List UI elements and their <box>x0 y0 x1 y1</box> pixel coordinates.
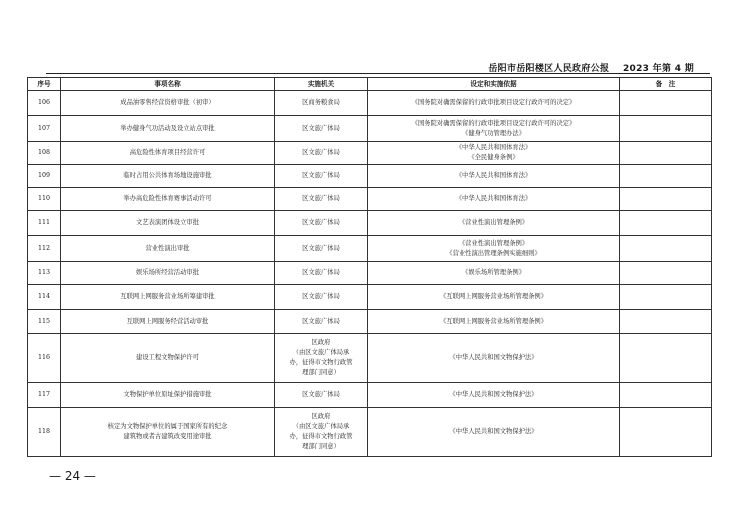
cell-agency-line: 区商务粮食局 <box>302 99 340 106</box>
cell-basis-line: 《全民健身条例》 <box>468 154 519 161</box>
table-row <box>28 334 712 383</box>
table-row <box>28 310 712 334</box>
cell-number: 108 <box>28 142 61 165</box>
cell-item-name <box>61 188 275 211</box>
cell-agency <box>275 408 368 457</box>
cell-basis <box>368 188 620 211</box>
cell-basis-line: 《互联网上网服务营业场所管理条例》 <box>439 317 548 325</box>
table-row <box>28 165 712 188</box>
cell-item-name <box>61 334 275 383</box>
cell-item-name-line: 娱乐场所经营活动审批 <box>136 269 199 276</box>
cell-agency <box>275 188 368 211</box>
cell-basis <box>368 334 620 383</box>
cell-agency-line: 办，征得市文物行政管 <box>289 433 353 440</box>
col-header-note: 备 注 <box>620 78 712 91</box>
cell-item-name <box>61 408 275 457</box>
cell-item-name-line: 核定为文物保护单位的属于国家所有的纪念 <box>107 423 228 430</box>
approval-items-table <box>27 77 712 457</box>
cell-agency <box>275 262 368 285</box>
cell-number: 109 <box>28 165 61 188</box>
cell-agency-line: 区文旅广体局 <box>302 195 340 202</box>
cell-number: 106 <box>28 91 61 116</box>
cell-basis-line: 《互联网上网服务营业场所管理条例》 <box>439 293 548 300</box>
cell-basis <box>368 236 620 262</box>
cell-basis-line: 《中华人民共和国文物保护法》 <box>449 428 538 435</box>
header-rule <box>46 73 710 74</box>
cell-basis-line: 《营业性演出管理条例实施细则》 <box>446 249 541 257</box>
cell-basis-line: 《国务院对确需保留的行政审批项目设定行政许可的决定》 <box>411 119 576 127</box>
col-header-agency: 实施机关 <box>275 78 368 91</box>
cell-agency <box>275 236 368 262</box>
cell-number: 116 <box>28 334 61 383</box>
cell-agency <box>275 285 368 310</box>
cell-basis-line: 《娱乐场所管理条例》 <box>462 269 525 276</box>
cell-note <box>620 165 712 188</box>
cell-item-name <box>61 142 275 165</box>
cell-agency <box>275 310 368 334</box>
cell-agency-line: 区政府 <box>311 413 331 420</box>
cell-basis <box>368 383 620 408</box>
cell-basis <box>368 310 620 334</box>
cell-basis-line: 《中华人民共和国体育法》 <box>455 195 532 202</box>
page-number: — 24 — <box>49 469 96 483</box>
cell-basis <box>368 142 620 165</box>
table-header-row <box>28 78 712 91</box>
cell-note <box>620 310 712 334</box>
cell-item-name-line: 营业性演出审批 <box>145 244 190 252</box>
cell-agency-line: 区文旅广体局 <box>302 149 340 156</box>
cell-number: 111 <box>28 211 61 236</box>
cell-number: 114 <box>28 285 61 310</box>
cell-agency-line: 理部门同意） <box>302 369 340 376</box>
cell-note <box>620 334 712 383</box>
table-row <box>28 91 712 116</box>
cell-agency <box>275 116 368 142</box>
cell-number: 117 <box>28 383 61 408</box>
table-row <box>28 236 712 262</box>
cell-number: 113 <box>28 262 61 285</box>
cell-agency <box>275 334 368 383</box>
cell-basis-line: 《中华人民共和国体育法》 <box>455 172 532 179</box>
cell-note <box>620 91 712 116</box>
table-row <box>28 285 712 310</box>
cell-agency-line: 区政府 <box>311 339 331 346</box>
bulletin-header: 岳阳市岳阳楼区人民政府公报 2023 年第 4 期 <box>488 64 694 74</box>
table-row <box>28 116 712 142</box>
table-body <box>28 91 712 457</box>
cell-note <box>620 211 712 236</box>
cell-note <box>620 116 712 142</box>
cell-agency-line: 区文旅广体局 <box>302 124 340 132</box>
cell-item-name <box>61 165 275 188</box>
cell-number: 112 <box>28 236 61 262</box>
cell-basis-line: 《营业性演出管理条例》 <box>458 219 529 226</box>
cell-item-name <box>61 211 275 236</box>
cell-agency-line: 区文旅广体局 <box>302 317 340 325</box>
cell-agency-line: 区文旅广体局 <box>302 219 340 226</box>
cell-agency-line: 理部门同意） <box>302 443 340 450</box>
cell-item-name-line: 举办高危险性体育赛事活动许可 <box>123 195 212 202</box>
cell-basis-line: 《中华人民共和国文物保护法》 <box>449 391 538 398</box>
cell-basis <box>368 91 620 116</box>
cell-basis <box>368 285 620 310</box>
cell-note <box>620 188 712 211</box>
table-row <box>28 408 712 457</box>
cell-agency <box>275 91 368 116</box>
cell-agency-line: 办，征得市文物行政管 <box>289 359 353 366</box>
cell-note <box>620 142 712 165</box>
cell-item-name-line: 高危险性体育项目经营许可 <box>129 149 206 156</box>
cell-note <box>620 383 712 408</box>
col-header-number: 序号 <box>28 78 61 91</box>
cell-basis-line: 《健身气功管理办法》 <box>462 129 525 137</box>
table-row <box>28 211 712 236</box>
cell-number: 110 <box>28 188 61 211</box>
cell-item-name-line: 建设工程文物保护许可 <box>136 354 199 361</box>
cell-item-name <box>61 91 275 116</box>
cell-item-name-line: 文物保护单位原址保护措施审批 <box>123 391 212 398</box>
cell-agency-line: 区文旅广体局 <box>302 269 340 276</box>
cell-item-name <box>61 310 275 334</box>
cell-agency-line: 区文旅广体局 <box>302 172 340 179</box>
cell-item-name-line: 建筑物或者古建筑改变用途审批 <box>123 433 212 440</box>
cell-number: 118 <box>28 408 61 457</box>
cell-note <box>620 262 712 285</box>
cell-item-name <box>61 262 275 285</box>
cell-agency-line: （由区文旅广体局承 <box>292 349 350 356</box>
cell-basis <box>368 116 620 142</box>
cell-item-name <box>61 285 275 310</box>
cell-item-name-line: 互联网上网服务经营活动审批 <box>126 317 209 325</box>
cell-item-name-line: 临时占用公共体育场地设施审批 <box>123 172 212 179</box>
cell-basis <box>368 262 620 285</box>
cell-item-name <box>61 236 275 262</box>
cell-basis-line: 《国务院对确需保留的行政审批项目设定行政许可的决定》 <box>411 99 576 106</box>
cell-basis <box>368 408 620 457</box>
col-header-basis: 设定和实施依据 <box>368 78 620 91</box>
cell-item-name-line: 互联网上网服务营业场所筹建审批 <box>120 293 215 300</box>
cell-number: 107 <box>28 116 61 142</box>
cell-item-name <box>61 383 275 408</box>
table-row <box>28 188 712 211</box>
cell-item-name-line: 成品油零售经营资格审批（初审） <box>120 99 215 106</box>
cell-basis-line: 《中华人民共和国体育法》 <box>455 144 532 151</box>
cell-agency <box>275 211 368 236</box>
cell-item-name <box>61 116 275 142</box>
cell-agency <box>275 142 368 165</box>
cell-agency-line: 区文旅广体局 <box>302 391 340 398</box>
table-row <box>28 142 712 165</box>
cell-agency-line: （由区文旅广体局承 <box>292 423 350 430</box>
cell-note <box>620 236 712 262</box>
table-row <box>28 262 712 285</box>
cell-number: 115 <box>28 310 61 334</box>
cell-basis-line: 《营业性演出管理条例》 <box>458 239 529 247</box>
cell-item-name-line: 举办健身气功活动及设立站点审批 <box>120 124 215 132</box>
cell-basis-line: 《中华人民共和国文物保护法》 <box>449 354 538 361</box>
table-row <box>28 383 712 408</box>
cell-note <box>620 408 712 457</box>
cell-basis <box>368 211 620 236</box>
cell-note <box>620 285 712 310</box>
cell-agency-line: 区文旅广体局 <box>302 244 340 252</box>
cell-agency <box>275 165 368 188</box>
col-header-item-name: 事项名称 <box>61 78 275 91</box>
cell-item-name-line: 文艺表演团体设立审批 <box>136 219 199 226</box>
cell-agency <box>275 383 368 408</box>
cell-agency-line: 区文旅广体局 <box>302 293 340 300</box>
cell-basis <box>368 165 620 188</box>
